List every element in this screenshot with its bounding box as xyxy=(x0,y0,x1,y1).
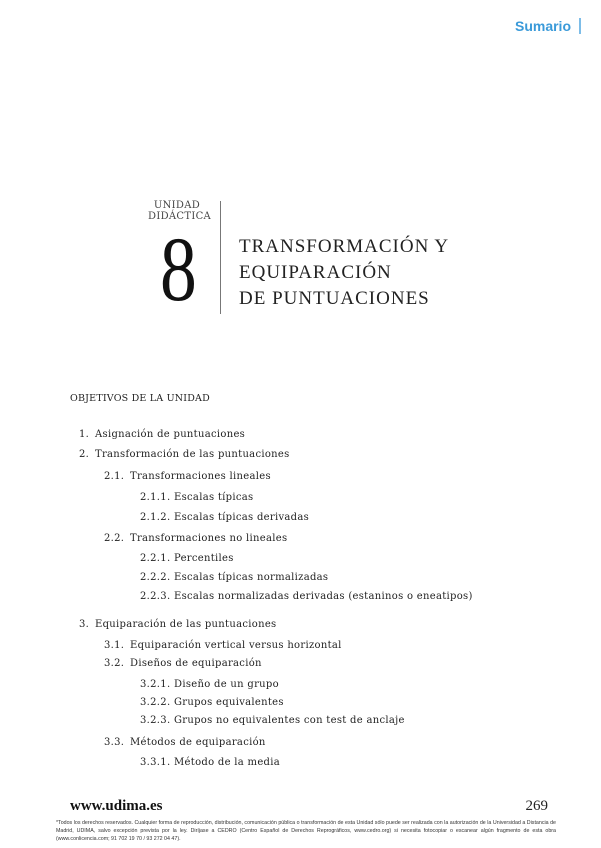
toc-item-label: Método de la media xyxy=(174,757,280,768)
toc-item[interactable] xyxy=(140,756,280,769)
toc-item[interactable] xyxy=(104,532,287,545)
toc-item-number: 2. xyxy=(79,449,90,460)
toc-item-label: Grupos no equivalentes con test de anclaje xyxy=(174,715,405,726)
toc-item[interactable] xyxy=(104,736,266,749)
toc-item-label: Transformación de las puntuaciones xyxy=(95,449,290,460)
toc-item-number: 2.1. xyxy=(104,471,125,482)
toc-item-number: 2.2.2. xyxy=(140,572,171,583)
toc-item-number: 2.1.2. xyxy=(140,512,171,523)
toc-item[interactable] xyxy=(104,470,271,483)
unit-label-line-2: DIDÁCTICA xyxy=(148,211,212,222)
page-number: 269 xyxy=(525,798,548,814)
toc-item-label: Escalas típicas derivadas xyxy=(174,512,310,523)
toc-item[interactable] xyxy=(140,552,234,565)
title-line: EQUIPARACIÓN xyxy=(239,262,392,283)
sumario-link[interactable]: Sumario xyxy=(515,18,581,34)
chapter-title xyxy=(239,234,449,312)
toc-item-number: 3.2.1. xyxy=(140,679,171,690)
toc-item-label: Métodos de equiparación xyxy=(130,737,266,748)
toc-item-number: 2.1.1. xyxy=(140,492,171,503)
toc-item-number: 2.2.1. xyxy=(140,553,171,564)
toc-item-number: 3.2. xyxy=(104,658,125,669)
toc-heading[interactable]: OBJETIVOS DE LA UNIDAD xyxy=(70,393,210,404)
toc-item-number: 2.2. xyxy=(104,533,125,544)
website-link[interactable]: www.udima.es xyxy=(70,798,163,814)
toc-item[interactable] xyxy=(140,714,405,727)
toc-item-number: 3.2.3. xyxy=(140,715,171,726)
toc-item-label: Equiparación vertical versus horizontal xyxy=(130,640,342,651)
toc-item[interactable] xyxy=(79,428,245,441)
toc-item[interactable] xyxy=(140,511,309,524)
toc-item-label: Diseño de un grupo xyxy=(174,679,279,690)
title-line: TRANSFORMACIÓN Y xyxy=(239,236,450,257)
toc-item-number: 3.2.2. xyxy=(140,697,171,708)
toc-item[interactable] xyxy=(104,657,262,670)
unit-number: 8 xyxy=(160,218,197,320)
toc-item-label: Transformaciones no lineales xyxy=(130,533,288,544)
title-line: DE PUNTUACIONES xyxy=(239,288,430,309)
toc-item[interactable] xyxy=(140,590,473,603)
toc-item[interactable] xyxy=(79,618,276,631)
toc-item-label: Diseños de equiparación xyxy=(130,658,262,669)
legal-notice: *Todos los derechos reservados. Cualquier forma de reproducción, distribución, comunicación pública o transformación de esta Unidad sólo puede ser realizada con la autorización de la Universidad a Distancia de Madrid, UDIMA, salvo excepción prevista por la ley. Diríjase a CEDRO (Centro Español de Derechos Reprográficos, www.cedro.org) si necesita fotocopiar o escanear algún fragmento de esta obra (www.conlicencia.com; 91 702 19 70 / 93 272 04 47). xyxy=(56,820,556,842)
divider xyxy=(220,201,221,314)
toc-item-number: 3.3. xyxy=(104,737,125,748)
toc-item-label: Grupos equivalentes xyxy=(174,697,284,708)
toc-item-number: 1. xyxy=(79,429,90,440)
toc-item-label: Asignación de puntuaciones xyxy=(95,429,246,440)
toc-item[interactable] xyxy=(140,678,279,691)
toc-item-label: Escalas típicas normalizadas xyxy=(174,572,329,583)
toc-item-label: Escalas típicas xyxy=(174,492,254,503)
toc-item-label: Percentiles xyxy=(174,553,234,564)
toc-item[interactable] xyxy=(140,491,253,504)
toc-item-number: 3. xyxy=(79,619,90,630)
toc-item-label: Escalas normalizadas derivadas (estaninos o eneatipos) xyxy=(174,591,473,602)
unit-label-line-1: UNIDAD xyxy=(153,200,201,211)
toc-item[interactable] xyxy=(79,448,290,461)
toc-item-label: Transformaciones lineales xyxy=(130,471,271,482)
toc-item[interactable] xyxy=(140,696,284,709)
toc-item-label: Equiparación de las puntuaciones xyxy=(95,619,277,630)
toc-item[interactable] xyxy=(104,639,342,652)
toc-item-number: 3.3.1. xyxy=(140,757,171,768)
toc-item[interactable] xyxy=(140,571,328,584)
toc-item-number: 3.1. xyxy=(104,640,125,651)
toc-item-number: 2.2.3. xyxy=(140,591,171,602)
